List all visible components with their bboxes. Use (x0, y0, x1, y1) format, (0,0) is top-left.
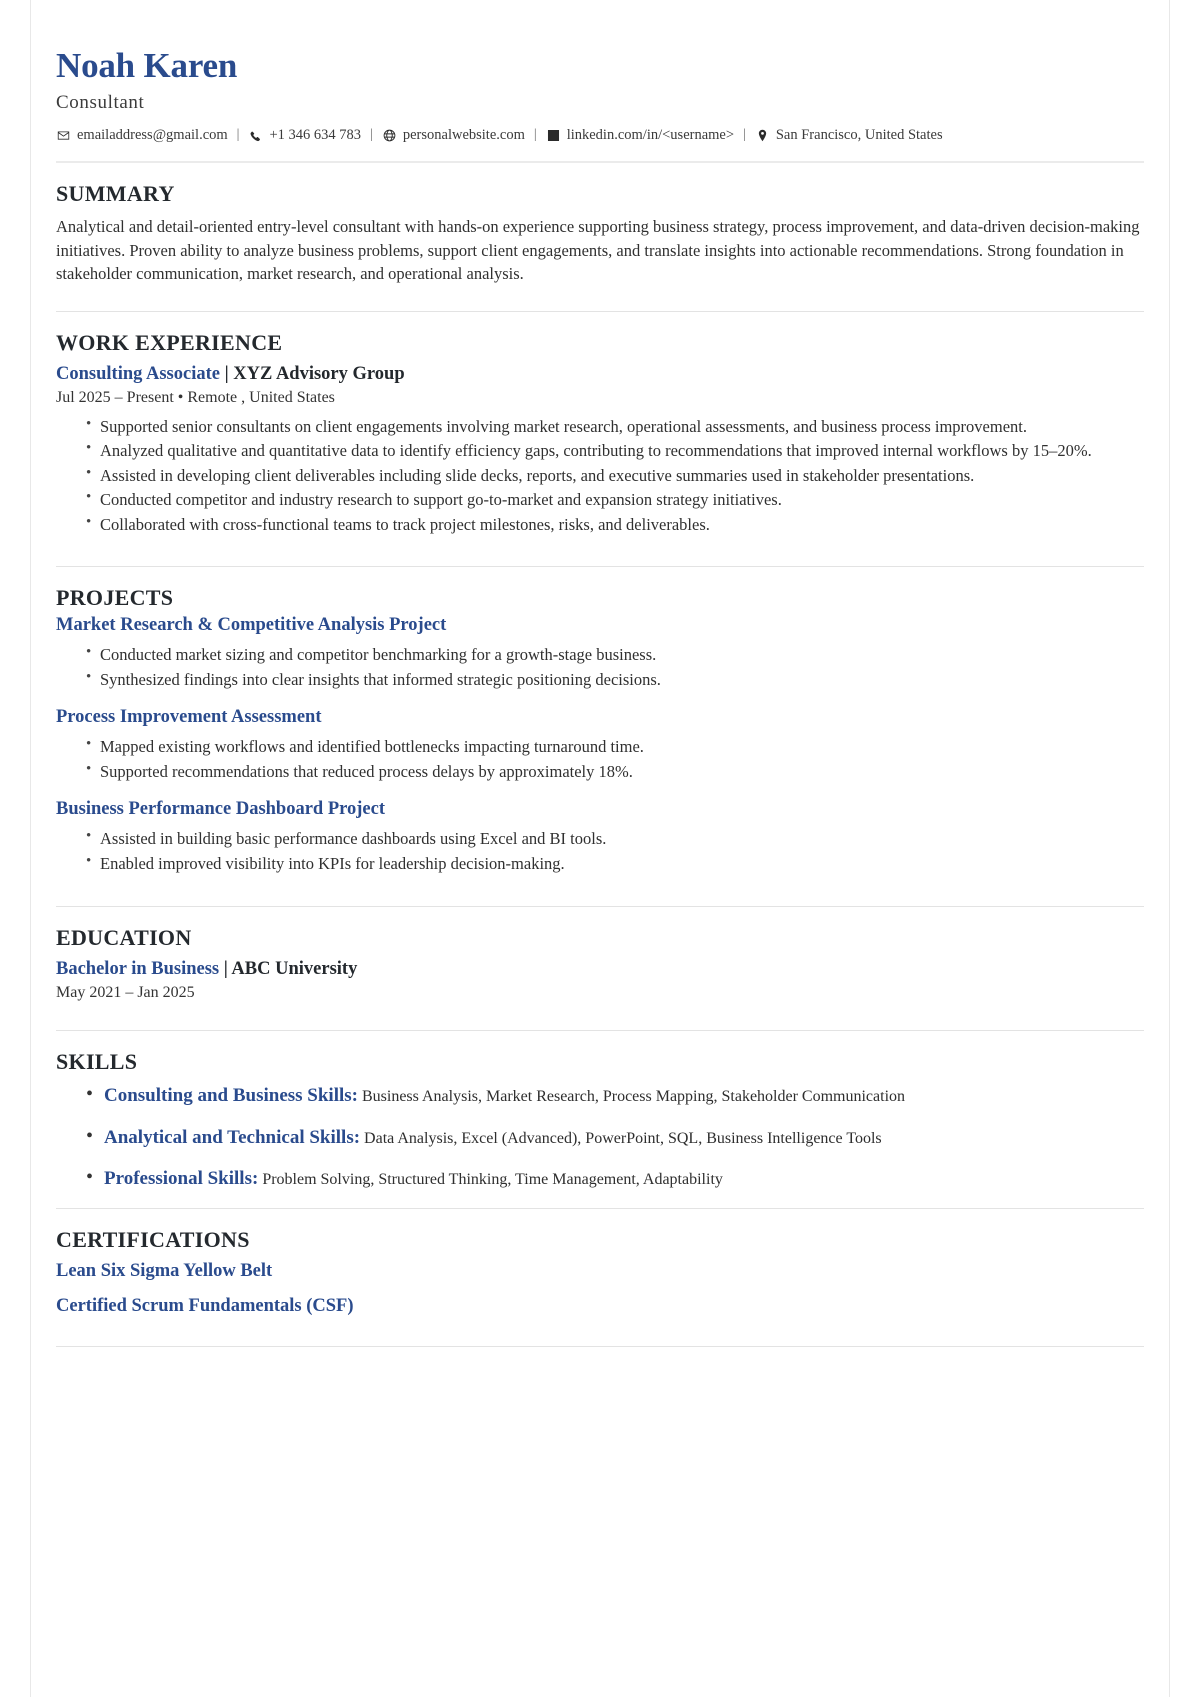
project-bullets (56, 827, 1144, 875)
project-entry (56, 705, 1144, 783)
contact-linkedin[interactable] (546, 127, 734, 144)
contact-location (755, 127, 943, 144)
list-item (86, 1125, 1144, 1151)
project-bullets (56, 735, 1144, 783)
contact-linkedin-text: linkedin.com/in/<username> (566, 126, 735, 143)
contact-location-text: San Francisco, United States (775, 126, 943, 143)
project-title: Business Performance Dashboard Project (56, 799, 386, 820)
location-pin-icon (755, 128, 770, 143)
section-certifications (56, 1209, 1144, 1318)
section-education (56, 907, 1144, 1003)
list-item: • Assisted in developing client deliverables including slide decks, reports, and executive summaries used in stakeholder presentations. (86, 464, 1144, 487)
skills-list (56, 1083, 1144, 1192)
certifications-heading: CERTIFICATIONS (56, 1226, 250, 1252)
contact-website-text: personalwebsite.com (402, 126, 525, 143)
certification-item: Certified Scrum Fundamentals (CSF) (56, 1295, 354, 1316)
list-item: • Supported recommendations that reduced process delays by approximately 18%. (86, 760, 1144, 783)
list-item: • Analyzed qualitative and quantitative data to identify efficiency gaps, contributing to recommendations that improved internal workflows by 15–20%. (86, 439, 1144, 462)
list-item: • Collaborated with cross-functional teams to track project milestones, risks, and deliverables. (86, 513, 1144, 536)
skills-heading: SKILLS (56, 1048, 138, 1074)
skill-items: Business Analysis, Market Research, Process Mapping, Stakeholder Communication (361, 1088, 906, 1106)
contact-email-text: emailaddress@gmail.com (77, 126, 228, 143)
work-entry-role: Consulting Associate (56, 363, 220, 384)
globe-icon (382, 128, 397, 143)
summary-text: Analytical and detail-oriented entry-level consultant with hands-on experience supporting business strategy, process improvement, and data-driven decision-making initiatives. Proven ability to analyze business problems, support client engagements, and translate insights into actionable recommendations. Strong foundation in stakeholder communication, market research, and operational analysis. (56, 216, 1140, 284)
contact-separator: | (743, 127, 746, 143)
section-summary (56, 163, 1144, 286)
list-item: • Supported senior consultants on client engagements involving market research, operational assessments, and business process improvement. (86, 415, 1144, 438)
list-item (86, 1083, 1144, 1109)
section-work-experience (56, 312, 1144, 536)
work-experience-heading: WORK EXPERIENCE (56, 330, 283, 356)
work-entry-meta: Jul 2025 – Present • Remote , United States (56, 389, 335, 407)
education-entry (56, 958, 1144, 1004)
education-entry-title (56, 958, 1144, 981)
skill-items: Problem Solving, Structured Thinking, Time Management, Adaptability (262, 1171, 723, 1189)
list-item: • Conducted market sizing and competitor benchmarking for a growth-stage business. (86, 643, 1144, 666)
section-projects (56, 567, 1144, 875)
list-item: • Enabled improved visibility into KPIs for leadership decision-making. (86, 852, 1144, 875)
linkedin-icon (546, 128, 561, 143)
contact-separator: | (533, 127, 537, 143)
project-bullets (56, 643, 1144, 691)
section-skills (56, 1031, 1144, 1192)
phone-icon (248, 128, 263, 143)
projects-heading: PROJECTS (56, 584, 174, 610)
education-entry-meta: May 2021 – Jan 2025 (56, 983, 195, 1001)
education-school: | ABC University (219, 958, 358, 979)
candidate-name: Noah Karen (56, 46, 238, 85)
candidate-job-title: Consultant (56, 91, 145, 113)
list-item (86, 1166, 1144, 1192)
certification-item: Lean Six Sigma Yellow Belt (56, 1261, 273, 1282)
skill-category: Analytical and Technical Skills: (104, 1126, 361, 1148)
contact-phone-text: +1 346 634 783 (269, 126, 362, 143)
list-item: • Conducted competitor and industry research to support go-to-market and expansion strategy initiatives. (86, 488, 1144, 511)
summary-heading: SUMMARY (56, 181, 175, 207)
skill-category: Professional Skills: (104, 1168, 259, 1190)
work-entry-title (56, 363, 1144, 386)
list-item: • Synthesized findings into clear insights that informed strategic positioning decisions. (86, 668, 1144, 691)
contact-phone[interactable] (248, 127, 361, 144)
contact-row (56, 127, 1144, 144)
project-entry (56, 797, 1144, 875)
contact-separator: | (370, 127, 373, 143)
contact-separator: | (236, 127, 240, 143)
work-entry-company: | XYZ Advisory Group (219, 363, 405, 384)
list-item: • Assisted in building basic performance dashboards using Excel and BI tools. (86, 827, 1144, 850)
list-item: • Mapped existing workflows and identified bottlenecks impacting turnaround time. (86, 735, 1144, 758)
contact-website[interactable] (382, 127, 525, 144)
resume-header (56, 48, 1144, 144)
project-entry (56, 613, 1144, 691)
skill-category: Consulting and Business Skills: (104, 1085, 358, 1107)
contact-email[interactable] (56, 127, 228, 144)
skill-items: Data Analysis, Excel (Advanced), PowerPoint, SQL, Business Intelligence Tools (364, 1129, 882, 1147)
project-title: Process Improvement Assessment (56, 707, 322, 728)
education-degree: Bachelor in Business (56, 958, 220, 979)
work-entry (56, 363, 1144, 536)
work-entry-bullets (56, 415, 1144, 536)
certifications-divider (56, 1346, 1144, 1347)
project-title: Market Research & Competitive Analysis Project (56, 615, 447, 636)
education-heading: EDUCATION (56, 925, 192, 951)
email-icon (56, 128, 71, 143)
